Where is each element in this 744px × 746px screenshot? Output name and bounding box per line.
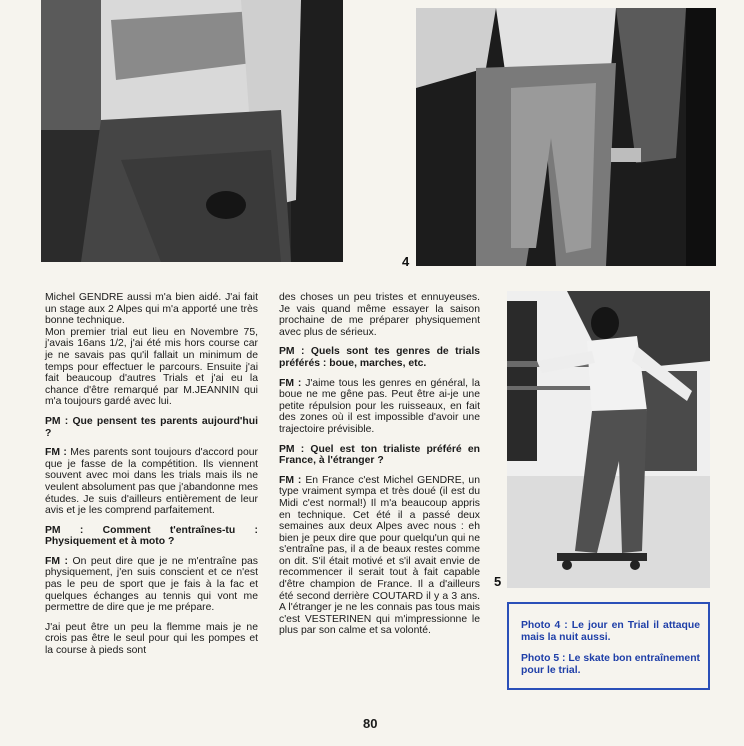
photo-5-skateboarder xyxy=(507,291,710,588)
interview-answer: FM : Mes parents sont toujours d'accord pour que je fasse de la compétition. Ils viennent souvent avec moi dans les trials mais ils ne veulent absolument pas que j'abandonne mes études. Je suis d'ailleurs entièrement de leur avis et je les comprend parfaitement. xyxy=(45,447,258,517)
photo-4-jeans xyxy=(416,8,716,266)
paragraph: J'ai peut être un peu la flemme mais je ne crois pas être le seul pour qui les pompes et la course à pieds sont xyxy=(45,621,258,657)
photo-5-number: 5 xyxy=(494,574,502,589)
interview-question: PM : Comment t'entraînes-tu : Physiquement et à moto ? xyxy=(45,524,258,548)
interview-answer: FM : En France c'est Michel GENDRE, un type vraiment sympa et très doué (il est du Midi c'est normal!) Il m'a beaucoup appris en technique. Cet été il a passé deux semaines aux deux Alpes avec nous : eh bien je peux dire que pour quelqu'un qui ne s'entraîne pas, il a de beaux restes comme on dit. S'il était motivé et s'il avait envie de recommencer il serait tout à fait capable d'être champion de France. Il a d'ailleurs été second derrière COUTARD il y a 3 ans. A l'étranger je ne les connais pas tous mais c'est VESTERINEN qui m'impressionne le plus par son calme et sa volonté. xyxy=(279,474,480,637)
answer-label: FM : xyxy=(279,474,302,486)
photo-rider-jacket xyxy=(41,0,343,262)
interview-question: PM : Quels sont tes genres de trials préférés : boue, marches, etc. xyxy=(279,346,480,369)
interview-answer: FM : On peut dire que je ne m'entraîne pas physiquement, j'en suis conscient et ce n'est pas le peu de sport que je fais à la fac et quelques échanges au tennis qui vont me permettre de dire que je me prépare. xyxy=(45,555,258,614)
caption-photo-4: Photo 4 : Le jour en Trial il attaque mais la nuit aussi. xyxy=(521,620,700,643)
photo-4-number: 4 xyxy=(402,254,410,269)
text-column-1 xyxy=(45,292,258,665)
interview-question: PM : Quel est ton trialiste préféré en France, à l'étranger ? xyxy=(279,443,480,467)
paragraph: des choses un peu tristes et ennuyeuses. Je vais quand même essayer la saison prochaine de me préparer physiquement avec plus de sérieux. xyxy=(279,292,480,338)
answer-label: FM : xyxy=(279,377,302,389)
photo-caption-box xyxy=(507,602,710,690)
paragraph: Michel GENDRE aussi m'a bien aidé. J'ai fait un stage aux 2 Alpes qui m'a apporté une très bonne technique. xyxy=(45,292,258,327)
paragraph: Mon premier trial eut lieu en Novembre 75, j'avais 16ans 1/2, j'ai été mis hors course car je ne savais pas qu'il fallait un minimum de temps pour effectuer le parcours. Ensuite j'ai fait beaucoup d'autres Trials et j'ai eu la chance d'être remarqué par M.JEANNIN qui m'a toujours gardé avec lui. xyxy=(45,326,258,408)
interview-answer: FM : J'aime tous les genres en général, la boue ne me gêne pas. Peut être ai-je une petite répulsion pour les ruisseaux, en fait des zones où il est impossible d'avoir une trajectoire prévisible. xyxy=(279,377,481,435)
caption-photo-5: Photo 5 : Le skate bon entraînement pour le trial. xyxy=(521,653,700,676)
text-column-2 xyxy=(279,292,480,645)
interview-question: PM : Que pensent tes parents aujourd'hui ? xyxy=(45,415,258,439)
page-number: 80 xyxy=(363,716,378,731)
answer-label: FM : xyxy=(45,447,67,459)
answer-label: FM : xyxy=(45,555,68,567)
